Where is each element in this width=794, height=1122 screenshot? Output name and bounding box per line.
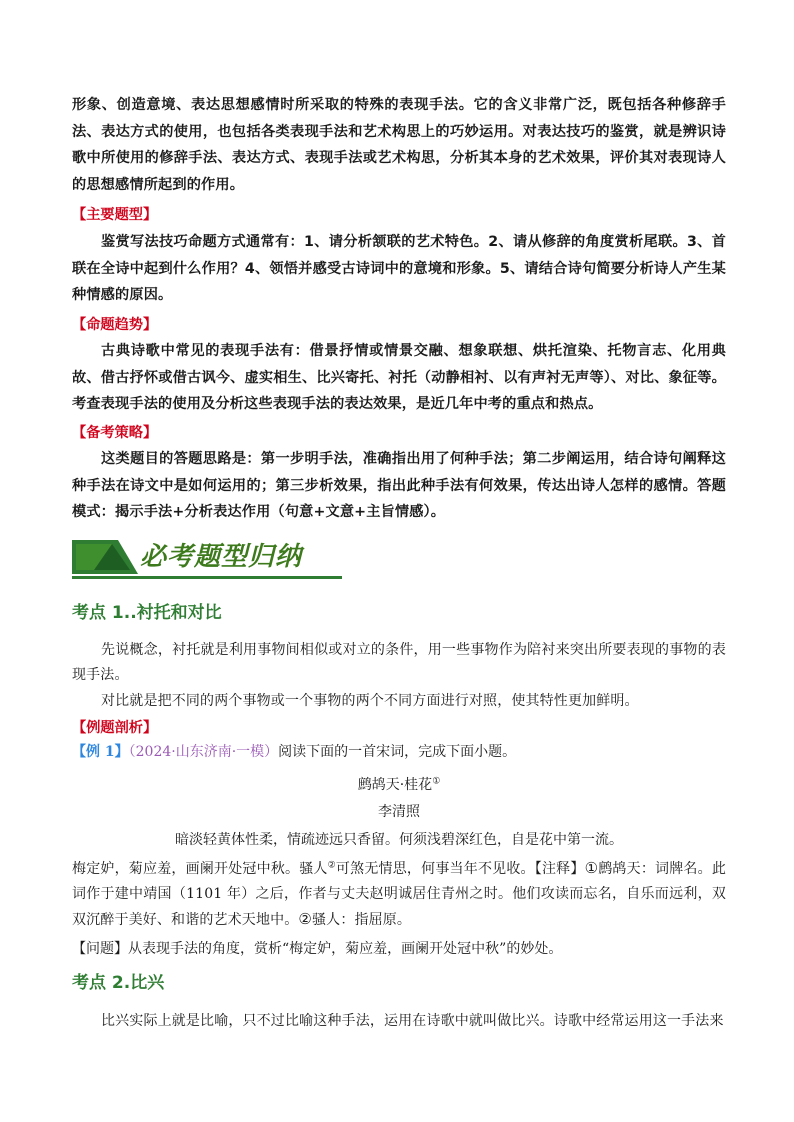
note-2: 骚人：指屈原。: [312, 912, 412, 928]
kaodian1-title: 考点 1..衬托和对比: [72, 603, 222, 623]
note-1: 鹧鸪天：词牌名。此词作于建中靖国（1101 年）之后，作者与丈夫赵明诚居住青州之时。他们攻读而忘名，自乐而远利，双双沉醉于美好、和谐的艺术天地中。: [72, 861, 726, 928]
poem-author: 李清照: [378, 804, 420, 820]
poem-title: [72, 774, 726, 796]
poem-line-1: 暗淡轻黄体性柔，情疏迹远只香留。何须浅碧深红色，自是花中第一流。: [175, 832, 623, 848]
kaodian2-title: 考点 2.比兴: [72, 973, 165, 993]
example-header: [72, 741, 516, 763]
poem-line-2-and-notes: [72, 856, 726, 933]
poem-line-2b: 可煞无情思，何事当年不见收。: [335, 861, 535, 877]
trend-tag: 【命题趋势】: [72, 317, 158, 333]
question-text: 从表现手法的角度，赏析“梅定妒，菊应羞，画阑开处冠中秋”的妙处。: [128, 941, 563, 957]
example-analysis-tag: 【例题剖析】: [72, 720, 158, 736]
poem-title-text: 鹧鸪天·桂花: [357, 777, 433, 793]
note-mark-2: ②: [298, 910, 313, 928]
strategy-tag: 【备考策略】: [72, 425, 158, 441]
main-types-tag: 【主要题型】: [72, 207, 158, 223]
example-prompt: 阅读下面的一首宋词，完成下面小题。: [278, 744, 517, 760]
kaodian1-paragraph-1: 先说概念，衬托就是利用事物间相似或对立的条件，用一些事物作为陪衬来突出所要表现的事物的表现手法。: [72, 642, 726, 683]
poem-line-2-note-mark: ②: [327, 860, 336, 871]
trend-text: 古典诗歌中常见的表现手法有：借景抒情或情景交融、想象联想、烘托渲染、托物言志、化用典故、借古抒怀或借古讽今、虚实相生、比兴寄托、衬托（动静相衬、以有声衬无声等）、对比、象征等。考查表现手法的使用及分析这些表现手法的表达效果，是近几年中考的重点和热点。: [72, 343, 726, 412]
main-types-text: 鉴赏写法技巧命题方式通常有：1、请分析颔联的艺术特色。2、请从修辞的角度赏析尾联。3、首联在全诗中起到什么作用？4、领悟并感受古诗词中的意境和形象。5、请结合诗句简要分析诗人产生某种情感的原因。: [72, 234, 726, 303]
kaodian1-paragraph-2: 对比就是把不同的两个事物或一个事物的两个不同方面进行对照，使其特性更加鲜明。: [101, 693, 639, 709]
intro-paragraph: 形象、创造意境、表达思想感情时所采取的特殊的表现手法。它的含义非常广泛，既包括各种修辞手法、表达方式的使用，也包括各类表现手法和艺术构思上的巧妙运用。对表达技巧的鉴赏，就是辨识诗歌中所使用的修辞手法、表达方式、表现手法或艺术构思，分析其本身的艺术效果，评价其对表现诗人的思想感情所起到的作用。: [72, 97, 726, 193]
strategy-text: 这类题目的答题思路是：第一步明手法，准确指出用了何种手法；第二步阐运用，结合诗句阐释这种手法在诗文中是如何运用的；第三步析效果，指出此种手法有何效果，传达出诗人怎样的感情。答题模式：揭示手法+分析表达作用（句意+文意+主旨情感）。: [72, 451, 726, 520]
poem-title-note-mark: ①: [432, 776, 441, 787]
question-tag: 【问题】: [72, 941, 128, 957]
note-mark-1: ①: [584, 859, 599, 877]
kaodian2-paragraph-1: 比兴实际上就是比喻，只不过比喻这种手法，运用在诗歌中就叫做比兴。诗歌中经常运用这一手法来: [101, 1013, 724, 1029]
example-source: （2024·山东济南·一模）: [128, 744, 279, 760]
note-tag: 【注释】: [534, 861, 585, 877]
poem-line-2a: 梅定妒，菊应羞，画阑开处冠中秋。骚人: [72, 861, 328, 877]
question-line: [72, 938, 726, 960]
example-number: 【例 1】: [72, 744, 129, 760]
banner-title: 必考题型归纳: [140, 542, 303, 572]
